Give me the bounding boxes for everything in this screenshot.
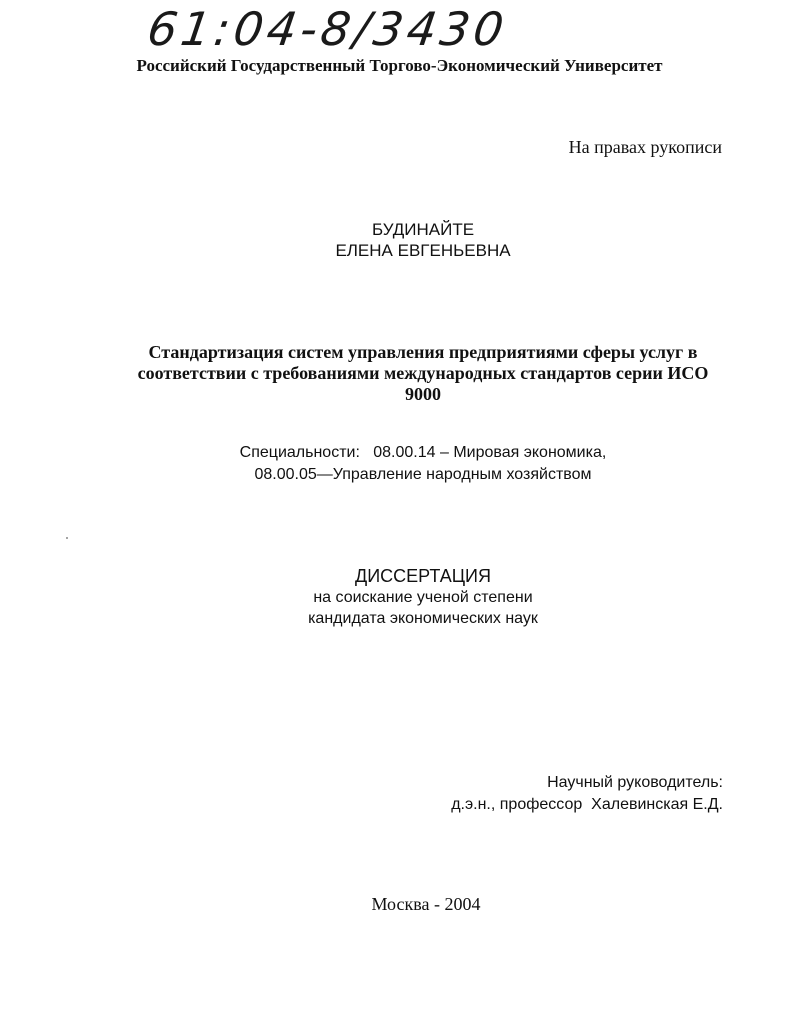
university-name: Российский Государственный Торгово-Экономический Университет [136,56,663,75]
degree-line-2: кандидата экономических наук [308,610,538,627]
specialty-line-2: 08.00.05—Управление народным хозяйством [254,466,592,483]
scan-speck [66,537,68,539]
author-block [0,219,799,261]
supervisor-block [451,772,723,816]
author-given-names: ЕЛЕНА ЕВГЕНЬЕВНА [335,241,511,260]
author-surname: БУДИНАЙТЕ [371,220,475,239]
supervisor-name: д.э.н., профессор Халевинская Е.Д. [451,796,723,813]
thesis-label: ДИССЕРТАЦИЯ [355,566,491,586]
specialty-line-1: Специальности: 08.00.14 – Мировая экономика, [239,444,607,461]
specialties-block [0,442,799,486]
city-year: Москва - 2004 [371,894,481,914]
degree-block [0,566,799,629]
supervisor-label: Научный руководитель: [547,774,723,791]
handwritten-catalog-number: 61:04-8/3430 [144,2,511,56]
degree-line-1: на соискание ученой степени [313,589,533,606]
thesis-title: Стандартизация систем управления предприятиями сферы услуг в соответствии с требованиями международных стандартов серии ИСО 9000 [137,342,709,404]
manuscript-note: На правах рукописи [568,137,722,157]
